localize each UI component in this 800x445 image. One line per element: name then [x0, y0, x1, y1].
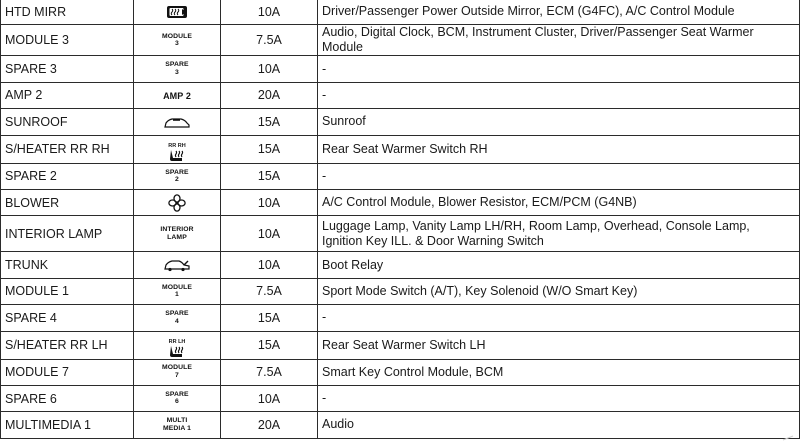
fuse-symbol [134, 305, 221, 331]
fuse-description: Boot Relay [318, 252, 800, 278]
fuse-name: SPARE 2 [1, 163, 134, 189]
fan-icon [168, 194, 186, 212]
fuse-description: Rear Seat Warmer Switch LH [318, 331, 800, 359]
fuse-symbol [134, 163, 221, 189]
fuse-name: TRUNK [1, 252, 134, 278]
fuse-name: SUNROOF [1, 109, 134, 135]
symbol-line-1: MODULE [161, 364, 193, 372]
trunk-icon [163, 259, 191, 272]
sunroof-icon [163, 117, 191, 129]
symbol-line-1: MODULE [161, 32, 193, 40]
symbol-line-1: INTERIOR [160, 226, 194, 234]
fuse-description: A/C Control Module, Blower Resistor, ECM/PCM (G4NB) [318, 189, 800, 215]
fuse-rating: 10A [221, 56, 318, 82]
fuse-description [318, 216, 800, 252]
symbol-line-2: 4 [175, 317, 179, 325]
fuse-symbol [134, 109, 221, 135]
table-row [1, 305, 800, 331]
fuse-description: Audio, Digital Clock, BCM, Instrument Cluster, Driver/Passenger Seat Warmer Module [318, 25, 800, 56]
fuse-name: INTERIOR LAMP [1, 216, 134, 252]
fuse-description: - [318, 385, 800, 411]
symbol-line-2: 2 [175, 176, 179, 183]
table-row [1, 189, 800, 215]
corner-marker-icon [782, 435, 794, 441]
symbol-line-1: RR RH [168, 142, 186, 149]
fuse-rating: 20A [221, 82, 318, 108]
fuse-rating: 15A [221, 163, 318, 189]
fuse-symbol [134, 359, 221, 385]
symbol-line-1: SPARE [165, 390, 189, 398]
symbol-line-2: 3 [175, 40, 179, 48]
table-row [1, 278, 800, 304]
fuse-description: - [318, 163, 800, 189]
fuse-name: SPARE 4 [1, 305, 134, 331]
table-row [1, 331, 800, 359]
fuse-symbol [134, 252, 221, 278]
fuse-symbol [134, 56, 221, 82]
table-row [1, 25, 800, 56]
fuse-rating: 7.5A [221, 359, 318, 385]
symbol-line-2: MEDIA 1 [162, 424, 192, 432]
seat-heater-icon [168, 149, 186, 163]
fuse-description: Rear Seat Warmer Switch RH [318, 135, 800, 163]
fuse-symbol [134, 331, 221, 359]
table-row [1, 385, 800, 411]
table-row [1, 109, 800, 135]
fuse-name: AMP 2 [1, 82, 134, 108]
fuse-description: - [318, 305, 800, 331]
fuse-name: BLOWER [1, 189, 134, 215]
fuse-symbol [134, 135, 221, 163]
fuse-description: Smart Key Control Module, BCM [318, 359, 800, 385]
fuse-name: SPARE 6 [1, 385, 134, 411]
symbol-line-1: MULTI [166, 417, 188, 425]
fuse-symbol [134, 216, 221, 252]
symbol-line-2: 3 [175, 68, 179, 76]
description-line-2: Ignition Key ILL. & Door Warning Switch [322, 233, 544, 248]
fuse-rating: 7.5A [221, 278, 318, 304]
symbol-line-2: 1 [175, 291, 179, 299]
fuse-symbol [134, 82, 221, 108]
fuse-symbol [134, 412, 221, 438]
fuse-symbol [134, 25, 221, 56]
fuse-name: S/HEATER RR RH [1, 135, 134, 163]
fuse-description: Driver/Passenger Power Outside Mirror, ECM (G4FC), A/C Control Module [318, 0, 800, 25]
symbol-line-2: 7 [175, 371, 179, 379]
table-row [1, 216, 800, 252]
fuse-name: MODULE 1 [1, 278, 134, 304]
fuse-symbol [134, 189, 221, 215]
fuse-rating: 15A [221, 305, 318, 331]
fuse-symbol [134, 385, 221, 411]
fuse-name: S/HEATER RR LH [1, 331, 134, 359]
fuse-rating: 10A [221, 0, 318, 25]
fuse-rating: 15A [221, 109, 318, 135]
symbol-line-1: RR LH [168, 338, 186, 345]
table-row [1, 0, 800, 25]
fuse-rating: 15A [221, 331, 318, 359]
fuse-description: Sport Mode Switch (A/T), Key Solenoid (W/O Smart Key) [318, 278, 800, 304]
fuse-description: Audio [318, 412, 800, 438]
fuse-description: Sunroof [318, 109, 800, 135]
description-line-1: Luggage Lamp, Vanity Lamp LH/RH, Room Lamp, Overhead, Console Lamp, [322, 218, 750, 233]
fuse-symbol [134, 278, 221, 304]
symbol-line-2: 6 [175, 398, 179, 406]
table-row [1, 359, 800, 385]
table-row [1, 252, 800, 278]
table-row [1, 82, 800, 108]
table-row [1, 412, 800, 438]
fuse-rating: 7.5A [221, 25, 318, 56]
mirror-heater-icon [166, 5, 188, 19]
fuse-description: - [318, 82, 800, 108]
fuse-name: MULTIMEDIA 1 [1, 412, 134, 438]
symbol-line-2: LAMP [167, 233, 187, 241]
fuse-name: HTD MIRR [1, 0, 134, 25]
symbol-line-1: SPARE [165, 310, 189, 318]
fuse-name: MODULE 7 [1, 359, 134, 385]
fuse-description: - [318, 56, 800, 82]
fuse-symbol [134, 0, 221, 25]
fuse-rating: 10A [221, 252, 318, 278]
fuse-rating: 10A [221, 385, 318, 411]
fuse-rating: 20A [221, 412, 318, 438]
symbol-line-1: MODULE [161, 283, 193, 291]
symbol-line-1: SPARE [165, 168, 189, 176]
table-row [1, 56, 800, 82]
table-row [1, 163, 800, 189]
fuse-rating: 10A [221, 189, 318, 215]
fuse-rating: 10A [221, 216, 318, 252]
symbol-line-1: AMP 2 [163, 91, 191, 102]
fuse-name: SPARE 3 [1, 56, 134, 82]
fuse-rating: 15A [221, 135, 318, 163]
symbol-line-1: SPARE [165, 61, 189, 69]
seat-heater-icon [168, 345, 186, 359]
table-row [1, 135, 800, 163]
fuse-name: MODULE 3 [1, 25, 134, 56]
